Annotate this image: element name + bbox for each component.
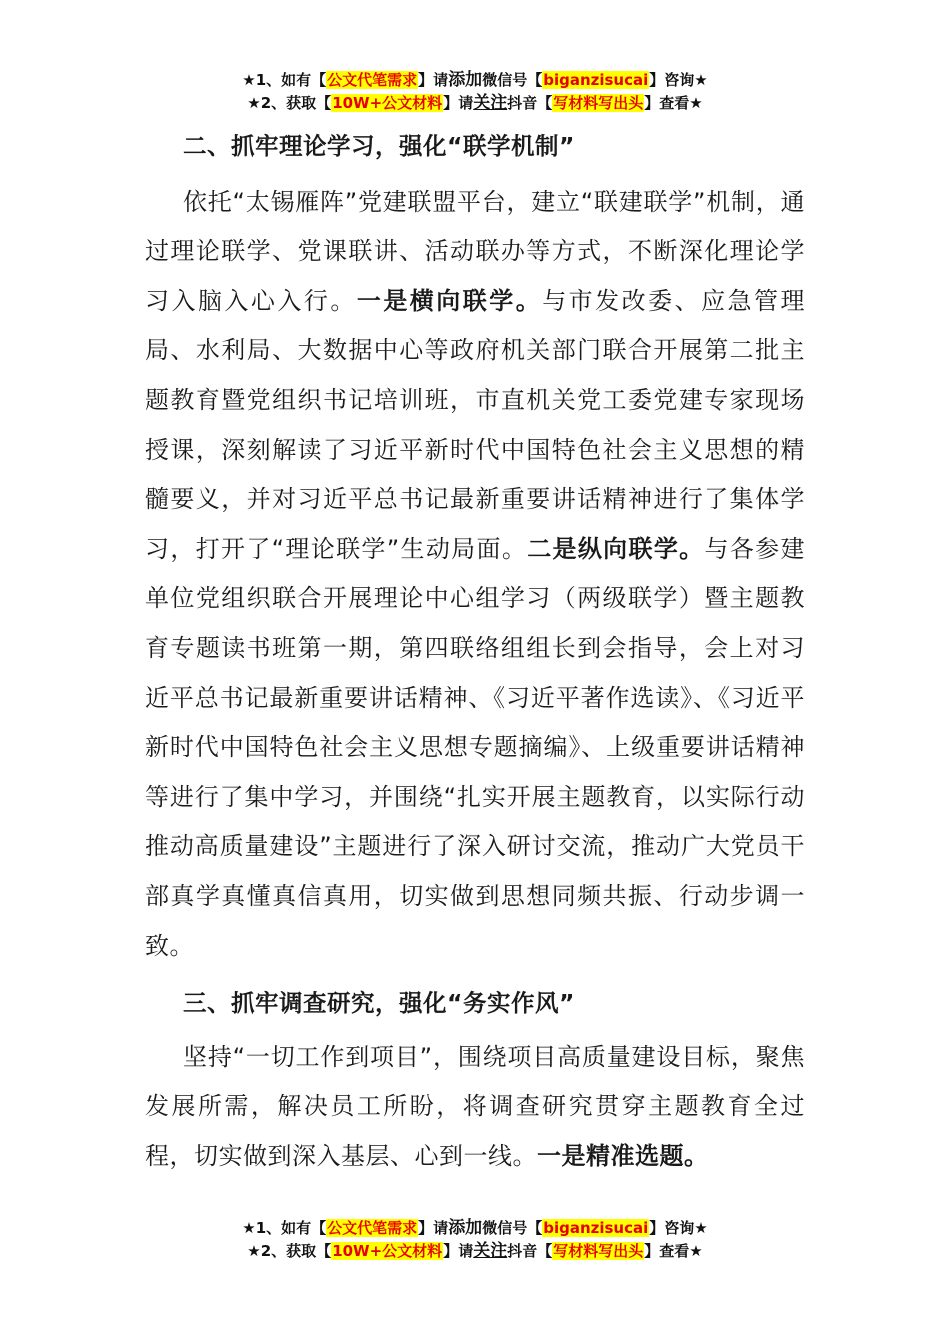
highlight-service: 公文代笔需求 <box>327 1219 418 1237</box>
bold-lead-topic: 一是精准选题。 <box>537 1141 709 1170</box>
document-body <box>145 122 805 1181</box>
section-heading-2: 二、抓牢理论学习，强化“联学机制” <box>183 132 575 160</box>
highlight-materials: 10W+公文材料 <box>332 94 443 112</box>
highlight-service: 公文代笔需求 <box>327 71 418 89</box>
highlight-materials: 10W+公文材料 <box>332 1242 443 1260</box>
section-paragraph-3: 坚持“一切工作到项目”，围绕项目高质量建设目标，聚焦发展所需，解决员工所盼，将调查研究贯穿主题教育全过程，切实做到深入基层、心到一线。一是精准选题。 <box>145 1042 805 1170</box>
douyin-account: 写材料写出头 <box>553 94 644 112</box>
wechat-id: biganzisucai <box>543 71 649 89</box>
banner-line-1: ★1、如有【公文代笔需求】请添加微信号【biganzisucai】咨询★ <box>242 1218 708 1238</box>
banner-line-2: ★2、获取【10W+公文材料】请关注抖音【写材料写出头】查看★ <box>247 1241 703 1261</box>
footer-banner <box>0 1217 950 1263</box>
banner-line-1: ★1、如有【公文代笔需求】请添加微信号【biganzisucai】咨询★ <box>242 70 708 90</box>
bold-lead-horizontal: 一是横向联学。 <box>356 286 543 315</box>
banner-line-2: ★2、获取【10W+公文材料】请关注抖音【写材料写出头】查看★ <box>247 93 703 113</box>
section-paragraph-2: 依托“太锡雁阵”党建联盟平台，建立“联建联学”机制，通过理论联学、党课联讲、活动联办等方式，不断深化理论学习入脑入心入行。一是横向联学。与市发改委、应急管理局、水利局、大数据中心等政府机关部门联合开展第二批主题教育暨党组织书记培训班，市直机关党工委党建专家现场授课，深刻解读了习近平新时代中国特色社会主义思想的精髓要义，并对习近平总书记最新重要讲话精神进行了集体学习，打开了“理论联学”生动局面。二是纵向联学。与各参建单位党组织联合开展理论中心组学习（两级联学）暨主题教育专题读书班第一期，第四联络组组长到会指导，会上对习近平总书记最新重要讲话精神、《习近平著作选读》、《习近平新时代中国特色社会主义思想专题摘编》、上级重要讲话精神等进行了集中学习，并围绕“扎实开展主题教育，以实际行动推动高质量建设”主题进行了深入研讨交流，推动广大党员干部真学真懂真信真用，切实做到思想同频共振、行动步调一致。 <box>145 187 806 960</box>
header-banner <box>0 69 950 115</box>
bold-lead-vertical: 二是纵向联学。 <box>527 534 705 563</box>
douyin-account: 写材料写出头 <box>553 1242 644 1260</box>
wechat-id: biganzisucai <box>543 1219 649 1237</box>
section-heading-3: 三、抓牢调查研究，强化“务实作风” <box>183 989 575 1018</box>
